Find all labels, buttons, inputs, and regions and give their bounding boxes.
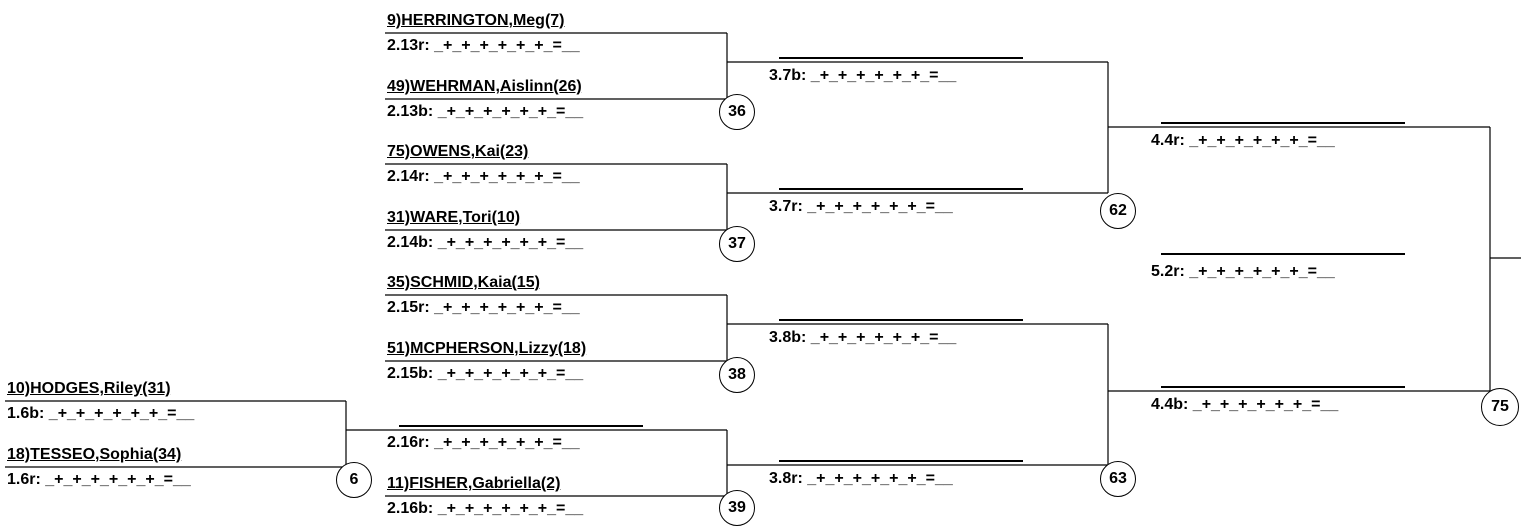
- score-line-1-6b: 1.6b: _+_+_+_+_+_+_=__: [7, 405, 195, 422]
- score-line-2-13b: 2.13b: _+_+_+_+_+_+_=__: [387, 103, 584, 120]
- score-line-3-8r: 3.8r: _+_+_+_+_+_+_=__: [769, 470, 953, 487]
- score-line-4-4b: 4.4b: _+_+_+_+_+_+_=__: [1151, 396, 1339, 413]
- wrestler-name-wehrman: 49)WEHRMAN,Aislinn(26): [387, 78, 582, 95]
- wrestler-name-fisher: 11)FISHER,Gabriella(2): [387, 475, 561, 492]
- wrestler-name-tesseo: 18)TESSEO,Sophia(34): [7, 446, 182, 463]
- bout-number-39: 39: [719, 490, 755, 526]
- score-line-4-4r: 4.4r: _+_+_+_+_+_+_=__: [1151, 132, 1335, 149]
- score-line-2-14r: 2.14r: _+_+_+_+_+_+_=__: [387, 168, 580, 185]
- wrestler-name-hodges: 10)HODGES,Riley(31): [7, 380, 171, 397]
- score-line-3-7b: 3.7b: _+_+_+_+_+_+_=__: [769, 67, 957, 84]
- wrestler-name-owens: 75)OWENS,Kai(23): [387, 143, 529, 160]
- bout-number-38: 38: [719, 357, 755, 393]
- bout-number-75: 75: [1481, 388, 1519, 426]
- score-line-5-2r: 5.2r: _+_+_+_+_+_+_=__: [1151, 263, 1335, 280]
- score-line-2-13r: 2.13r: _+_+_+_+_+_+_=__: [387, 37, 580, 54]
- wrestler-name-mcpherson: 51)MCPHERSON,Lizzy(18): [387, 340, 587, 357]
- score-line-1-6r: 1.6r: _+_+_+_+_+_+_=__: [7, 471, 191, 488]
- bout-number-6: 6: [336, 462, 372, 498]
- wrestler-name-herrington: 9)HERRINGTON,Meg(7): [387, 12, 565, 29]
- score-line-3-7r: 3.7r: _+_+_+_+_+_+_=__: [769, 198, 953, 215]
- score-line-3-8b: 3.8b: _+_+_+_+_+_+_=__: [769, 329, 957, 346]
- bout-number-37: 37: [719, 226, 755, 262]
- bout-number-62: 62: [1100, 193, 1136, 229]
- score-line-2-14b: 2.14b: _+_+_+_+_+_+_=__: [387, 234, 584, 251]
- wrestler-name-schmid: 35)SCHMID,Kaia(15): [387, 274, 540, 291]
- score-line-2-16b: 2.16b: _+_+_+_+_+_+_=__: [387, 500, 584, 517]
- score-line-2-16r: 2.16r: _+_+_+_+_+_+_=__: [387, 434, 580, 451]
- score-line-2-15b: 2.15b: _+_+_+_+_+_+_=__: [387, 365, 584, 382]
- bout-number-36: 36: [719, 94, 755, 130]
- wrestler-name-ware: 31)WARE,Tori(10): [387, 209, 521, 226]
- score-line-2-15r: 2.15r: _+_+_+_+_+_+_=__: [387, 299, 580, 316]
- bout-number-63: 63: [1100, 461, 1136, 497]
